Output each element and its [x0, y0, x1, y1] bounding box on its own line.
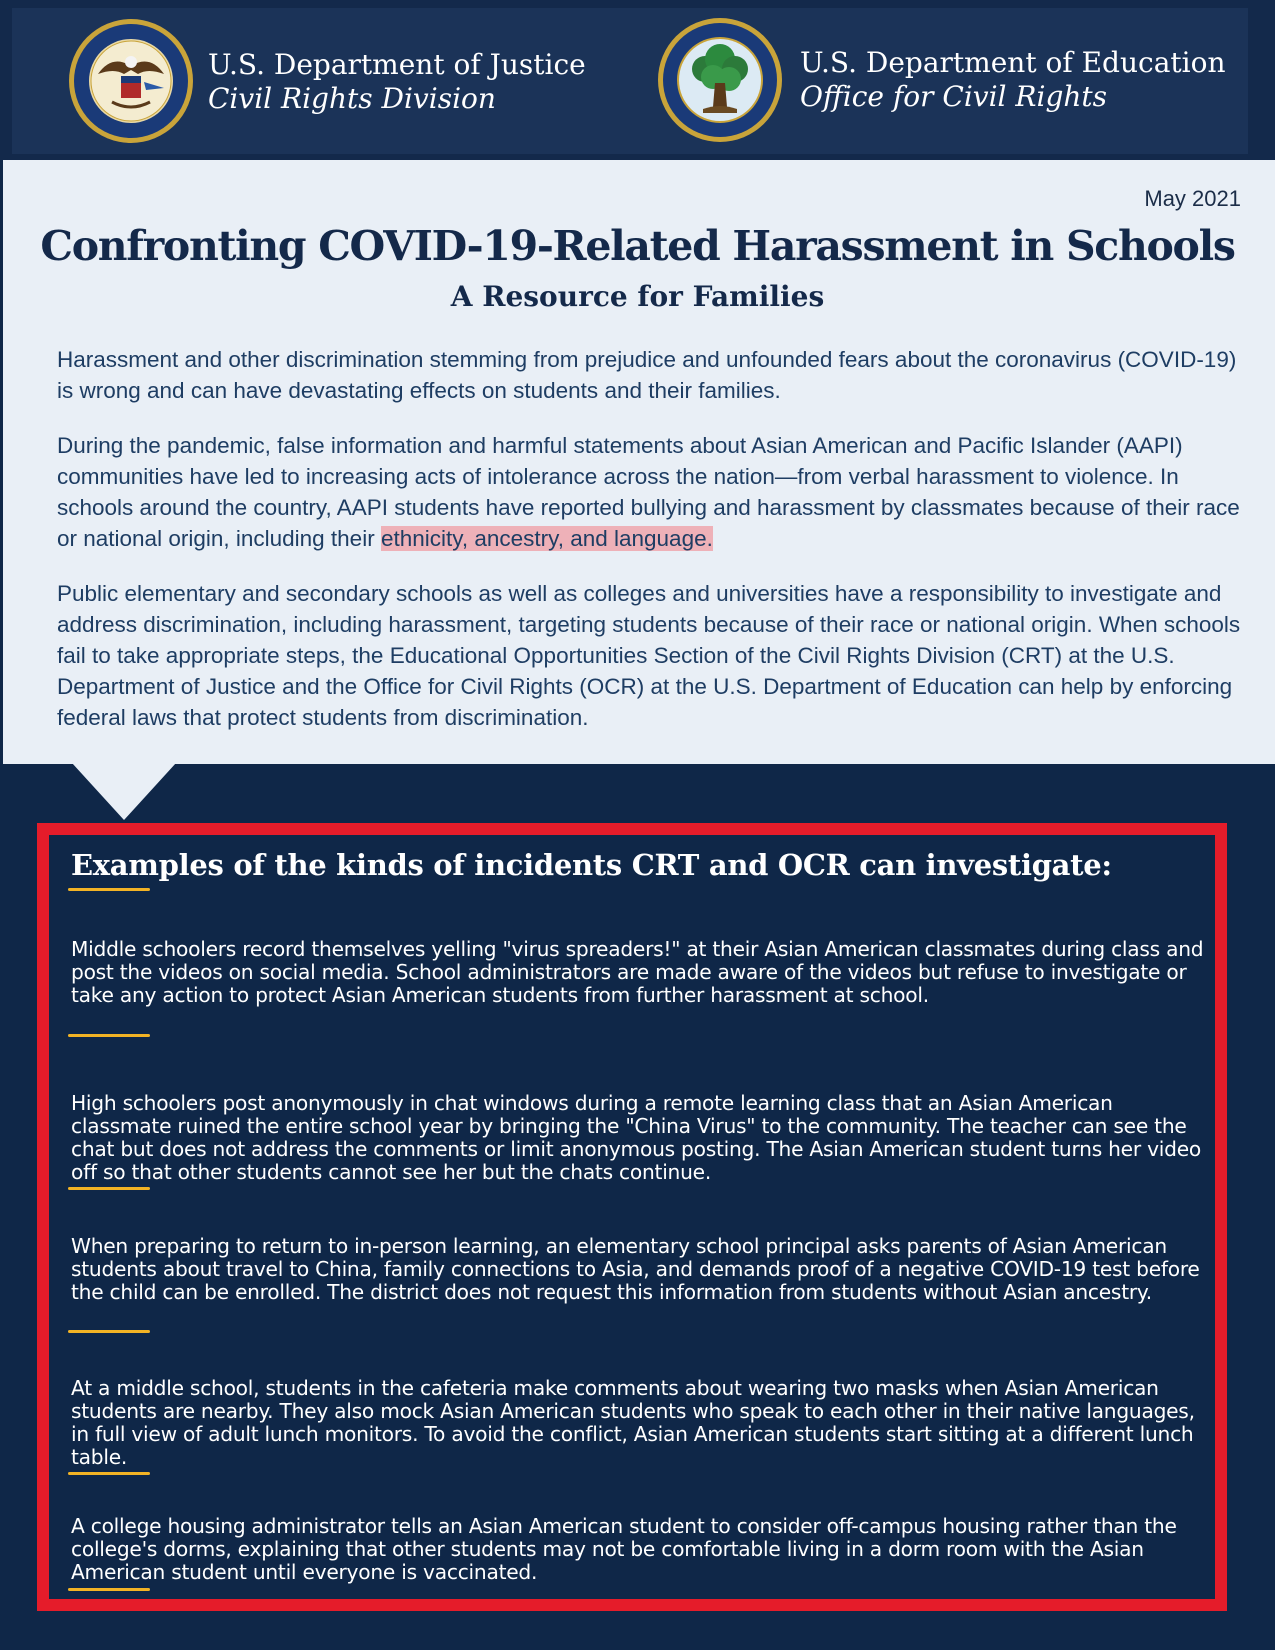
- example-item-5: A college housing administrator tells an Asian American student to consider off-campus housing rather than the college's dorms, explaining that other students may not be comfortable living in a dorm room with the Asian American student until everyone is vaccinated.: [71, 1514, 1177, 1584]
- examples-title: Examples of the kinds of incidents CRT and OCR can investigate:: [71, 848, 1112, 882]
- highlighted-text: ethnicity, ancestry, and language.: [380, 526, 713, 551]
- ed-seal-icon: [657, 17, 783, 143]
- intro-paragraph-2-text: During the pandemic, false information and harmful statements about Asian American and Pacific Islander (AAPI) communities have led to increasing acts of intolerance across the nation—from verbal harassment to violence. In schools around the country, AAPI students have reported bullying and harassment by classmates because of their race or national origin, including their: [57, 433, 1240, 551]
- ed-office: Office for Civil Rights: [800, 80, 1108, 113]
- ed-agency-name: [800, 46, 1225, 114]
- example-item-3: When preparing to return to in-person learning, an elementary school principal asks parents of Asian American students about travel to China, family connections to Asia, and demands proof of a negative COVID-19 test before the child can be enrolled. The district does not request this information from students without Asian ancestry.: [71, 1234, 1200, 1304]
- example-item-1: Middle schoolers record themselves yelling "virus spreaders!" at their Asian American classmates during class and post the videos on social media. School administrators are made aware of the videos but refuse to investigate or take any action to protect Asian American students from further harassment at school.: [71, 937, 1204, 1007]
- example-accent-line-3: [68, 1330, 150, 1333]
- example-accent-line-2: [68, 1187, 150, 1190]
- example-accent-line-5: [68, 1588, 150, 1591]
- doj-agency-name: [208, 48, 586, 116]
- intro-paragraph-1: Harassment and other discrimination stemming from prejudice and unfounded fears about the coronavirus (COVID-19) is wrong and can have devastating effects on students and their families.: [57, 347, 1237, 403]
- intro-paragraph-3: Public elementary and secondary schools as well as colleges and universities have a responsibility to investigate and address discrimination, including harassment, targeting students because of their race or national origin. When schools fail to take appropriate steps, the Educational Opportunities Section of the Civil Rights Division (CRT) at the U.S. Department of Justice and the Office for Civil Rights (OCR) at the U.S. Department of Education can help by enforcing federal laws that protect students from discrimination.: [57, 581, 1241, 730]
- page-title: Confronting COVID-19-Related Harassment in Schools: [40, 222, 1235, 270]
- example-accent-line-4: [68, 1472, 150, 1475]
- callout-pointer: [72, 763, 176, 820]
- ed-name: U.S. Department of Education: [800, 46, 1226, 79]
- doj-seal-icon: [68, 18, 194, 144]
- example-item-4: At a middle school, students in the cafeteria make comments about wearing two masks when Asian American students are nearby. They also mock Asian American students who speak to each other in their native languages, in full view of adult lunch monitors. To avoid the conflict, Asian American students start sitting at a different lunch table.: [71, 1376, 1195, 1469]
- intro-paragraph-2: [57, 430, 1247, 554]
- doj-division: Civil Rights Division: [208, 82, 496, 115]
- doj-name: U.S. Department of Justice: [208, 48, 586, 81]
- example-item-2: High schoolers post anonymously in chat windows during a remote learning class that an Asian American classmate ruined the entire school year by bringing the "China Virus" to the community. The teacher can see the chat but does not address the comments or limit anonymous posting. The Asian American student turns her video off so that other students cannot see her but the chats continue.: [71, 1091, 1201, 1184]
- example-accent-line-1: [68, 1034, 150, 1037]
- page-subtitle: A Resource for Families: [450, 280, 825, 313]
- publication-date: May 2021: [1144, 186, 1241, 211]
- title-accent-line: [68, 888, 150, 891]
